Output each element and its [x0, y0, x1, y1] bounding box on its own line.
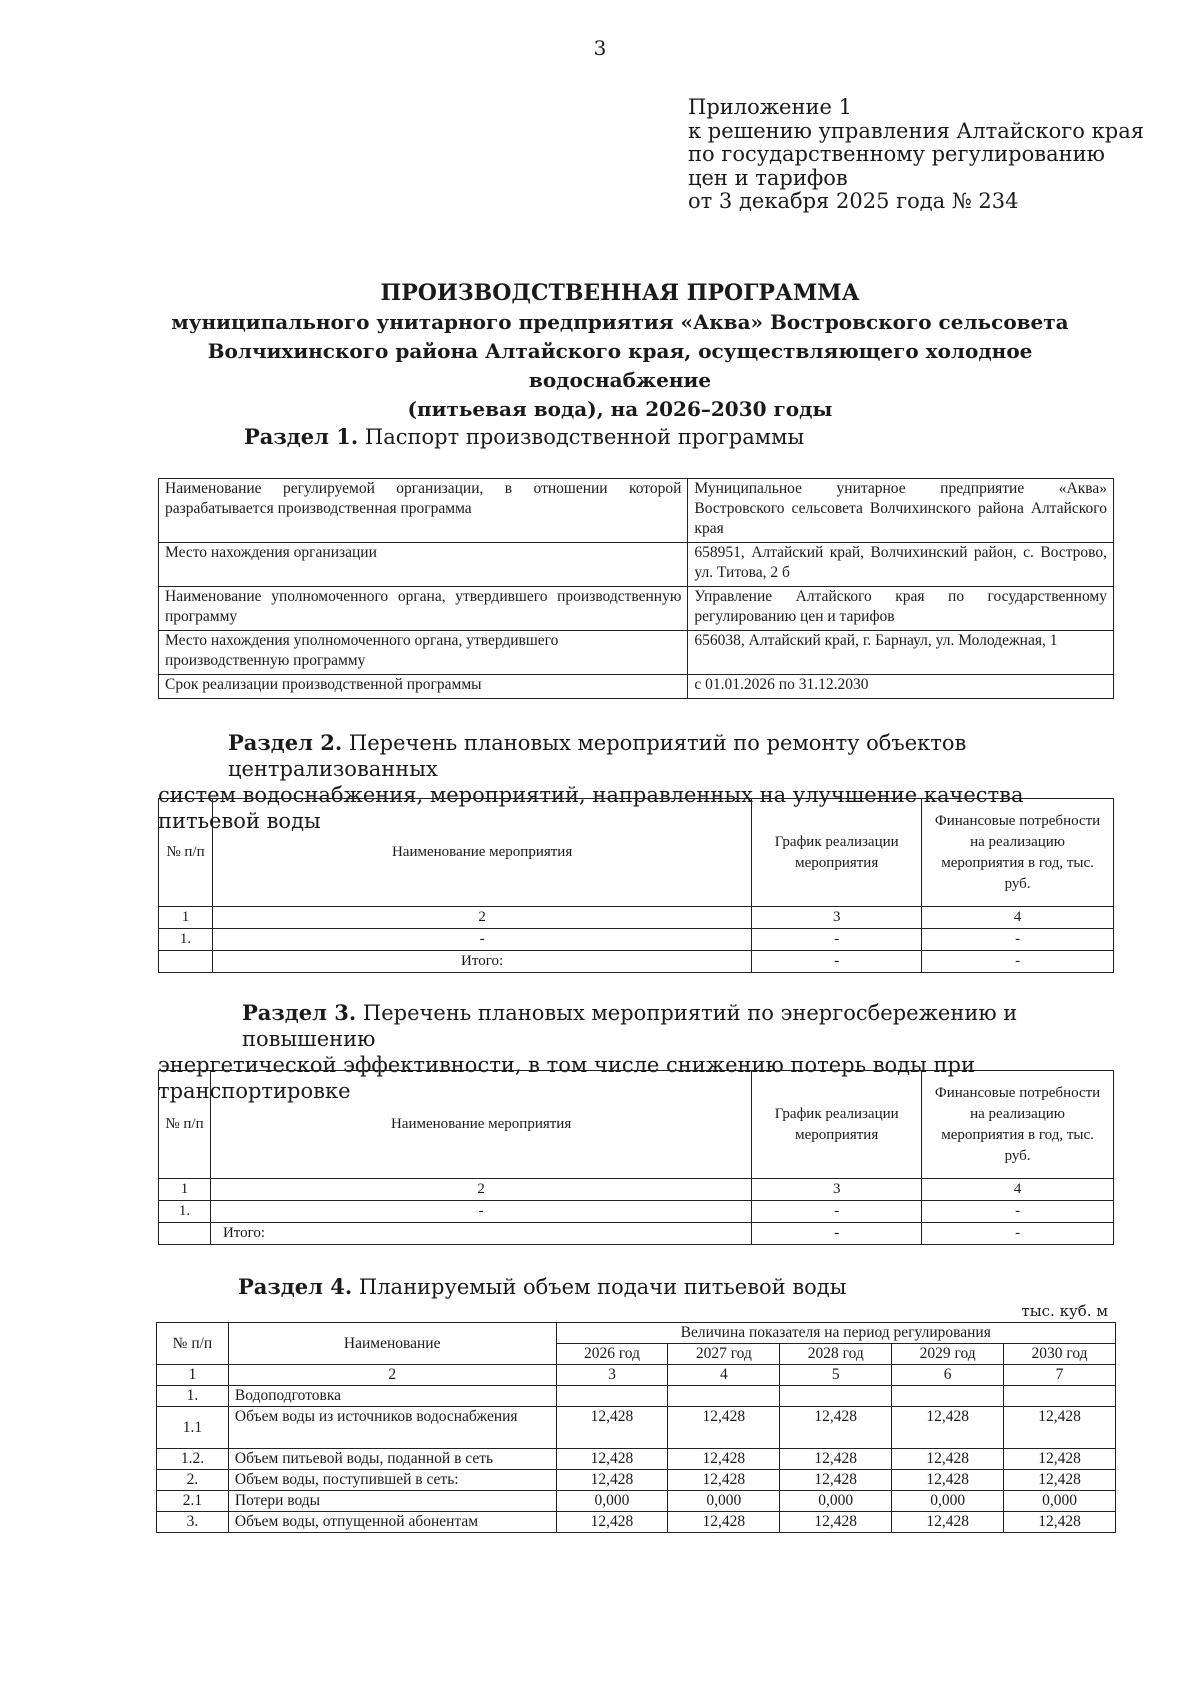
table-cell: 12,428: [1004, 1407, 1116, 1449]
table-cell: 4: [922, 907, 1114, 929]
table-cell: -: [752, 1201, 922, 1223]
table-cell: 12,428: [668, 1407, 780, 1449]
header-finance: Финансовые потребности на реализацию мероприятия в год, тыс. руб.: [922, 1071, 1114, 1179]
table-row: [157, 1407, 1116, 1449]
table-cell: 2: [210, 1179, 751, 1201]
header-finance: Финансовые потребности на реализацию мероприятия в год, тыс. руб.: [922, 799, 1114, 907]
table-cell: 12,428: [556, 1470, 668, 1491]
table-cell: 2.: [157, 1470, 229, 1491]
table-cell: с 01.01.2026 по 31.12.2030: [688, 675, 1114, 699]
section1-label: Раздел 1.: [244, 424, 359, 449]
table-cell: 1.1: [157, 1407, 229, 1449]
appendix-line: по государственному регулированию: [688, 142, 1105, 166]
table-cell: 12,428: [1004, 1470, 1116, 1491]
table-cell: 0,000: [780, 1491, 892, 1512]
table-cell: [892, 1386, 1004, 1407]
table-cell: 12,428: [780, 1512, 892, 1533]
table-cell: 12,428: [892, 1470, 1004, 1491]
table-row: [157, 1512, 1116, 1533]
table-cell: 12,428: [556, 1407, 668, 1449]
table-cell: 0,000: [668, 1491, 780, 1512]
table-cell: 656038, Алтайский край, г. Барнаул, ул. Молодежная, 1: [688, 631, 1114, 675]
table-header-row: [159, 1071, 1114, 1179]
page-number: 3: [593, 36, 607, 60]
header-num: № п/п: [159, 799, 213, 907]
table-cell: 12,428: [668, 1470, 780, 1491]
title-line: муниципального унитарного предприятия «Аква» Востровского сельсовета: [171, 310, 1069, 334]
header-year: 2029 год: [892, 1344, 1004, 1365]
table-row: [159, 543, 1114, 587]
document-title: [120, 278, 1120, 424]
table-cell: -: [752, 929, 922, 951]
title-line: Волчихинского района Алтайского края, осуществляющего холодное водоснабжение: [207, 339, 1033, 392]
table-cell: 7: [1004, 1365, 1116, 1386]
appendix-line: к решению управления Алтайского края: [688, 118, 1144, 143]
table-cell: 12,428: [1004, 1449, 1116, 1470]
section2-title: Перечень плановых мероприятий по ремонту объектов централизованных: [228, 731, 967, 781]
table-cell: 1.: [157, 1386, 229, 1407]
section3-label: Раздел 3.: [242, 1000, 357, 1025]
total-row: [159, 1223, 1114, 1245]
table-cell: 5: [780, 1365, 892, 1386]
table-cell: 12,428: [668, 1449, 780, 1470]
header-schedule: График реализации мероприятия: [752, 799, 922, 907]
energy-saving-table: [158, 1070, 1114, 1245]
table-cell: [556, 1386, 668, 1407]
header-name: Наименование мероприятия: [210, 1071, 751, 1179]
table-cell: -: [752, 951, 922, 973]
water-volume-table: [156, 1322, 1116, 1533]
table-cell: 1.2.: [157, 1449, 229, 1470]
table-cell: 4: [922, 1179, 1114, 1201]
table-cell: Объем воды, отпущенной абонентам: [228, 1512, 556, 1533]
passport-table: [158, 478, 1114, 699]
section2-label: Раздел 2.: [228, 730, 343, 755]
table-cell: 2: [228, 1365, 556, 1386]
table-cell: 12,428: [780, 1449, 892, 1470]
table-cell: 0,000: [892, 1491, 1004, 1512]
table-cell: 12,428: [668, 1512, 780, 1533]
appendix-line: Приложение 1: [688, 95, 852, 119]
table-cell: Место нахождения организации: [159, 543, 688, 587]
table-cell: 12,428: [892, 1449, 1004, 1470]
table-cell: Срок реализации производственной программы: [159, 675, 688, 699]
table-row: [159, 1201, 1114, 1223]
header-year: 2026 год: [556, 1344, 668, 1365]
section1-title: Паспорт производственной программы: [364, 425, 805, 449]
header-period: Величина показателя на период регулирования: [556, 1323, 1115, 1344]
table-cell: [1004, 1386, 1116, 1407]
section4-label: Раздел 4.: [238, 1274, 353, 1299]
section2-title-cont: систем водоснабжения, мероприятий, направленных на улучшение качества питьевой воды: [158, 783, 1024, 833]
table-header-row: [157, 1323, 1116, 1344]
header-year: 2028 год: [780, 1344, 892, 1365]
table-header-row: [159, 799, 1114, 907]
table-cell: 1: [157, 1365, 229, 1386]
table-cell: 12,428: [556, 1449, 668, 1470]
header-num: № п/п: [157, 1323, 229, 1365]
header-name: Наименование: [228, 1323, 556, 1365]
column-number-row: [157, 1365, 1116, 1386]
header-year: 2027 год: [668, 1344, 780, 1365]
table-cell: 3: [752, 1179, 922, 1201]
column-number-row: [159, 1179, 1114, 1201]
section3-title: Перечень плановых мероприятий по энергосбережению и повышению: [242, 1001, 1018, 1051]
header-num: № п/п: [159, 1071, 211, 1179]
table-cell: -: [922, 1223, 1114, 1245]
table-cell: 3.: [157, 1512, 229, 1533]
table-row: [159, 479, 1114, 543]
table-cell: 0,000: [1004, 1491, 1116, 1512]
table-cell: Наименование уполномоченного органа, утвердившего производственную программу: [159, 587, 688, 631]
title-main: ПРОИЗВОДСТВЕННАЯ ПРОГРАММА: [380, 280, 860, 306]
table-cell: 1.: [159, 929, 213, 951]
table-cell: 0,000: [556, 1491, 668, 1512]
section3-title-cont: энергетической эффективности, в том числе снижению потерь воды при транспортировке: [158, 1053, 975, 1103]
table-cell: 1: [159, 907, 213, 929]
table-cell: Место нахождения уполномоченного органа, утвердившего производственную программу: [159, 631, 688, 675]
table-cell: Управление Алтайского края по государственному регулированию цен и тарифов: [688, 587, 1114, 631]
table-cell: 12,428: [780, 1470, 892, 1491]
section1-heading: [244, 424, 804, 450]
table-cell: -: [922, 929, 1114, 951]
table-row: [159, 675, 1114, 699]
repair-measures-table: [158, 798, 1114, 973]
table-cell: 12,428: [780, 1407, 892, 1449]
table-cell: Водоподготовка: [228, 1386, 556, 1407]
table-cell: 658951, Алтайский край, Волчихинский район, с. Вострово, ул. Титова, 2 б: [688, 543, 1114, 587]
table-cell: Объем воды из источников водоснабжения: [228, 1407, 556, 1449]
header-name: Наименование мероприятия: [212, 799, 751, 907]
total-row: [159, 951, 1114, 973]
table-cell: 2: [212, 907, 751, 929]
table-row: [159, 631, 1114, 675]
table-row: [157, 1470, 1116, 1491]
table-cell: [668, 1386, 780, 1407]
title-line: (питьевая вода), на 2026–2030 годы: [407, 397, 833, 421]
total-label: Итого:: [210, 1223, 751, 1245]
appendix-header: [688, 96, 1144, 214]
table-row: [159, 587, 1114, 631]
table-cell: 6: [892, 1365, 1004, 1386]
table-cell: -: [922, 1201, 1114, 1223]
section4-title: Планируемый объем подачи питьевой воды: [358, 1275, 847, 1299]
table-cell: -: [212, 929, 751, 951]
appendix-line: цен и тарифов: [688, 165, 848, 190]
section4-heading: [238, 1274, 846, 1300]
header-year: 2030 год: [1004, 1344, 1116, 1365]
table-cell: 3: [556, 1365, 668, 1386]
table-cell: Потери воды: [228, 1491, 556, 1512]
table-row: [157, 1449, 1116, 1470]
table-cell: Муниципальное унитарное предприятие «Аква» Востровского сельсовета Волчихинского района Алтайского края: [688, 479, 1114, 543]
table-cell: -: [922, 951, 1114, 973]
table-row: [157, 1386, 1116, 1407]
column-number-row: [159, 907, 1114, 929]
table-cell: [159, 951, 213, 973]
table-cell: 4: [668, 1365, 780, 1386]
table-cell: 2.1: [157, 1491, 229, 1512]
table-cell: 1.: [159, 1201, 211, 1223]
table-cell: Объем питьевой воды, поданной в сеть: [228, 1449, 556, 1470]
table-cell: 12,428: [892, 1512, 1004, 1533]
table-cell: Наименование регулируемой организации, в отношении которой разрабатывается производственная программа: [159, 479, 688, 543]
table-row: [159, 929, 1114, 951]
table-cell: Объем воды, поступившей в сеть:: [228, 1470, 556, 1491]
header-schedule: График реализации мероприятия: [752, 1071, 922, 1179]
table-cell: 12,428: [1004, 1512, 1116, 1533]
table-cell: 1: [159, 1179, 211, 1201]
table-row: [157, 1491, 1116, 1512]
table-cell: 12,428: [892, 1407, 1004, 1449]
appendix-line: от 3 декабря 2025 года № 234: [688, 189, 1019, 213]
total-label: Итого:: [212, 951, 751, 973]
table-cell: [780, 1386, 892, 1407]
table-cell: 12,428: [556, 1512, 668, 1533]
table-cell: 3: [752, 907, 922, 929]
unit-label: тыс. куб. м: [1021, 1302, 1108, 1320]
table-cell: -: [210, 1201, 751, 1223]
table-cell: [159, 1223, 211, 1245]
table-cell: -: [752, 1223, 922, 1245]
